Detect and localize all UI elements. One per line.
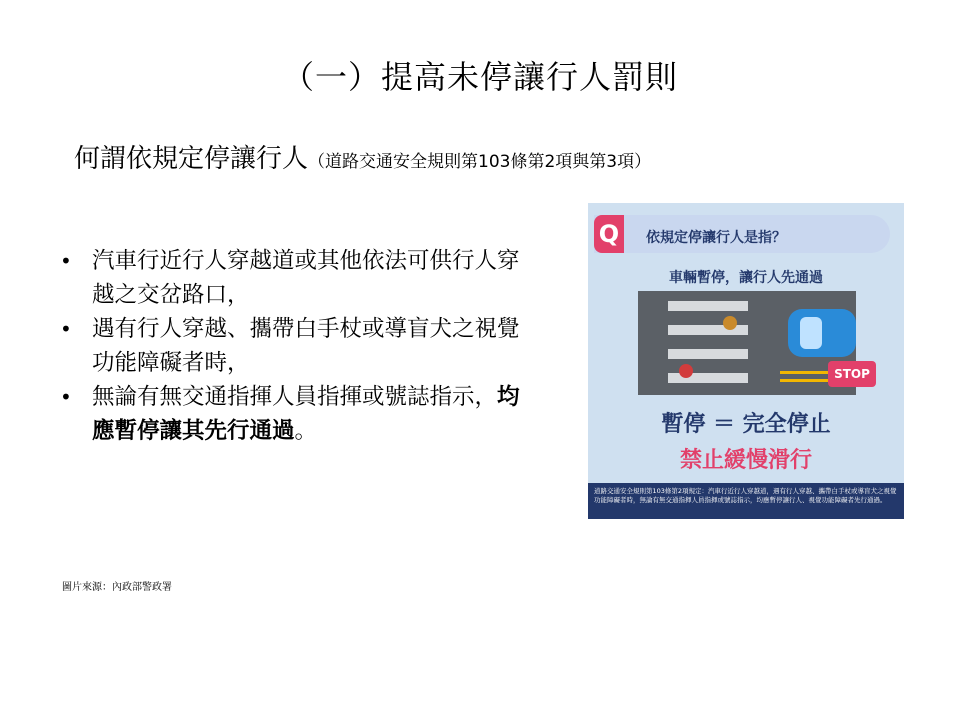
car-windshield-icon — [800, 317, 822, 349]
no-rolling-text: 禁止緩慢滑行 — [679, 448, 812, 473]
bullet-item — [58, 244, 528, 312]
pedestrian-icon — [723, 316, 737, 330]
bullet-item — [58, 312, 528, 380]
road-scene — [638, 291, 856, 395]
crosswalk-stripe — [668, 349, 748, 359]
question-badge: Q — [594, 215, 624, 253]
subtitle-main: 何謂依規定停讓行人 — [74, 144, 309, 174]
stop-sign: STOP — [828, 361, 876, 387]
scene-caption: 車輛暫停，讓行人先通過 — [669, 270, 823, 286]
bullet-text-end: 。 — [294, 418, 318, 444]
bullet-list — [58, 244, 528, 448]
subtitle-note: （道路交通安全規則第103條第2項與第3項） — [308, 152, 652, 172]
bullet-text: 汽車行近行人穿越道或其他依法可供行人穿越之交岔路口， — [92, 248, 520, 308]
pedestrian-infographic — [588, 203, 904, 519]
crosswalk-stripe — [668, 301, 748, 311]
crosswalk-illustration — [638, 291, 856, 395]
bullet-text: 無論有無交通指揮人員指揮或號誌指示， — [92, 384, 498, 410]
bullet-item — [58, 380, 528, 448]
pedestrian-icon — [679, 364, 693, 378]
slide-subtitle — [74, 138, 651, 175]
image-credit: 圖片來源：內政部警政署 — [62, 582, 172, 593]
stop-equation: 暫停 ＝ 完全停止 — [661, 412, 831, 437]
rule-footnote: 道路交通安全規則第103條第2項規定：汽車行近行人穿越道，遇有行人穿越、攜帶白手杖或導盲犬之視覺功能障礙者時，無論有無交通指揮人員指揮或號誌指示，均應暫停讓行人、視覺功能障礙者先行通過。 — [588, 483, 904, 519]
slide-title: （一）提高未停讓行人罰則 — [281, 58, 678, 96]
bullet-bold-text: 均應暫停讓其先行通過 — [92, 384, 520, 444]
bullet-text: 遇有行人穿越、攜帶白手杖或導盲犬之視覺功能障礙者時， — [92, 316, 520, 376]
question-text: 依規定停讓行人是指？ — [646, 230, 786, 246]
